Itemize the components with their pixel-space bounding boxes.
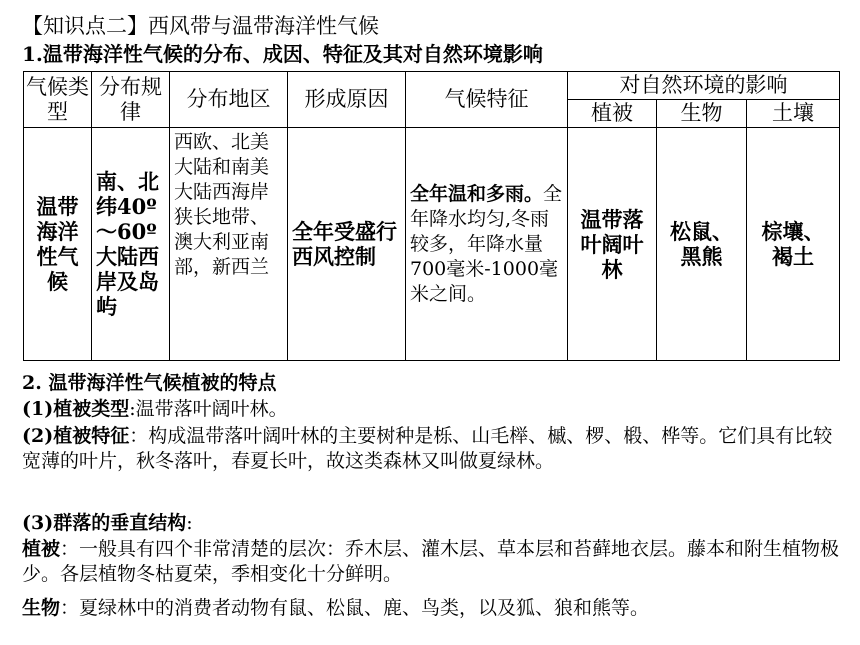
label-vegetation: 植被 <box>22 538 61 560</box>
text-veg-feature: ：构成温带落叶阔叶林的主要树种是栎、山毛榉、槭、椤、椴、桦等。它们具有比较宽薄的叶片，秋冬落叶，春夏长叶，故这类森林又叫做夏绿林。 <box>22 425 833 472</box>
cell-cause: 全年受盛行西风控制 <box>288 128 406 361</box>
feature-bold: 全年温和多雨。 <box>410 182 544 205</box>
label-veg-feature: (2)植被特征 <box>22 425 130 447</box>
cell-type: 温带海洋性气候 <box>24 128 92 361</box>
climate-table <box>23 71 840 361</box>
section2-title: 2. 温带海洋性气候植被的特点 <box>22 372 277 394</box>
header-soil: 土壤 <box>747 100 840 128</box>
label-veg-type: (1)植被类型 <box>22 398 130 420</box>
label-structure: (3)群落的垂直结构 <box>22 512 187 534</box>
cell-soil: 棕壤、褐土 <box>747 128 840 361</box>
text-biology: ：夏绿林中的消费者动物有鼠、松鼠、鹿、鸟类，以及狐、狼和熊等。 <box>60 597 650 619</box>
paragraph-veg-feature <box>22 424 840 474</box>
cell-biology: 松鼠、黑熊 <box>657 128 747 361</box>
label-biology: 生物 <box>22 597 61 619</box>
feature-text: 全年降水均匀,冬雨较多，年降水量700毫米-1000毫米之间。 <box>410 182 563 305</box>
header-biology: 生物 <box>657 100 747 128</box>
paragraph-veg-type <box>22 397 840 422</box>
header-vegetation: 植被 <box>568 100 657 128</box>
header-feature: 气候特征 <box>406 72 568 128</box>
page-heading: 【知识点二】西风带与温带海洋性气候 <box>22 14 379 38</box>
text-vegetation: ：一般具有四个非常清楚的层次：乔木层、灌木层、草本层和苔藓地衣层。藤本和附生植物极少。各层植物冬枯夏荣，季相变化十分鲜明。 <box>22 538 840 585</box>
header-pattern: 分布规律 <box>92 72 170 128</box>
text-veg-type: :温带落叶阔叶林。 <box>129 398 288 420</box>
text-structure: : <box>186 512 193 534</box>
section1-title: 1.温带海洋性气候的分布、成因、特征及其对自然环境影响 <box>22 42 543 66</box>
cell-pattern: 南、北纬40º～60º大陆西岸及岛屿 <box>92 128 170 361</box>
paragraph-biology <box>22 596 840 621</box>
cell-vegetation: 温带落叶阔叶林 <box>568 128 657 361</box>
header-type: 气候类型 <box>24 72 92 128</box>
header-impact: 对自然环境的影响 <box>568 72 840 100</box>
header-cause: 形成原因 <box>288 72 406 128</box>
paragraph-structure <box>22 511 840 536</box>
cell-feature <box>406 128 568 361</box>
header-region: 分布地区 <box>170 72 288 128</box>
cell-region: 西欧、北美大陆和南美大陆西海岸狭长地带、澳大利亚南部，新西兰 <box>170 128 288 361</box>
paragraph-vegetation-layers <box>22 537 840 587</box>
